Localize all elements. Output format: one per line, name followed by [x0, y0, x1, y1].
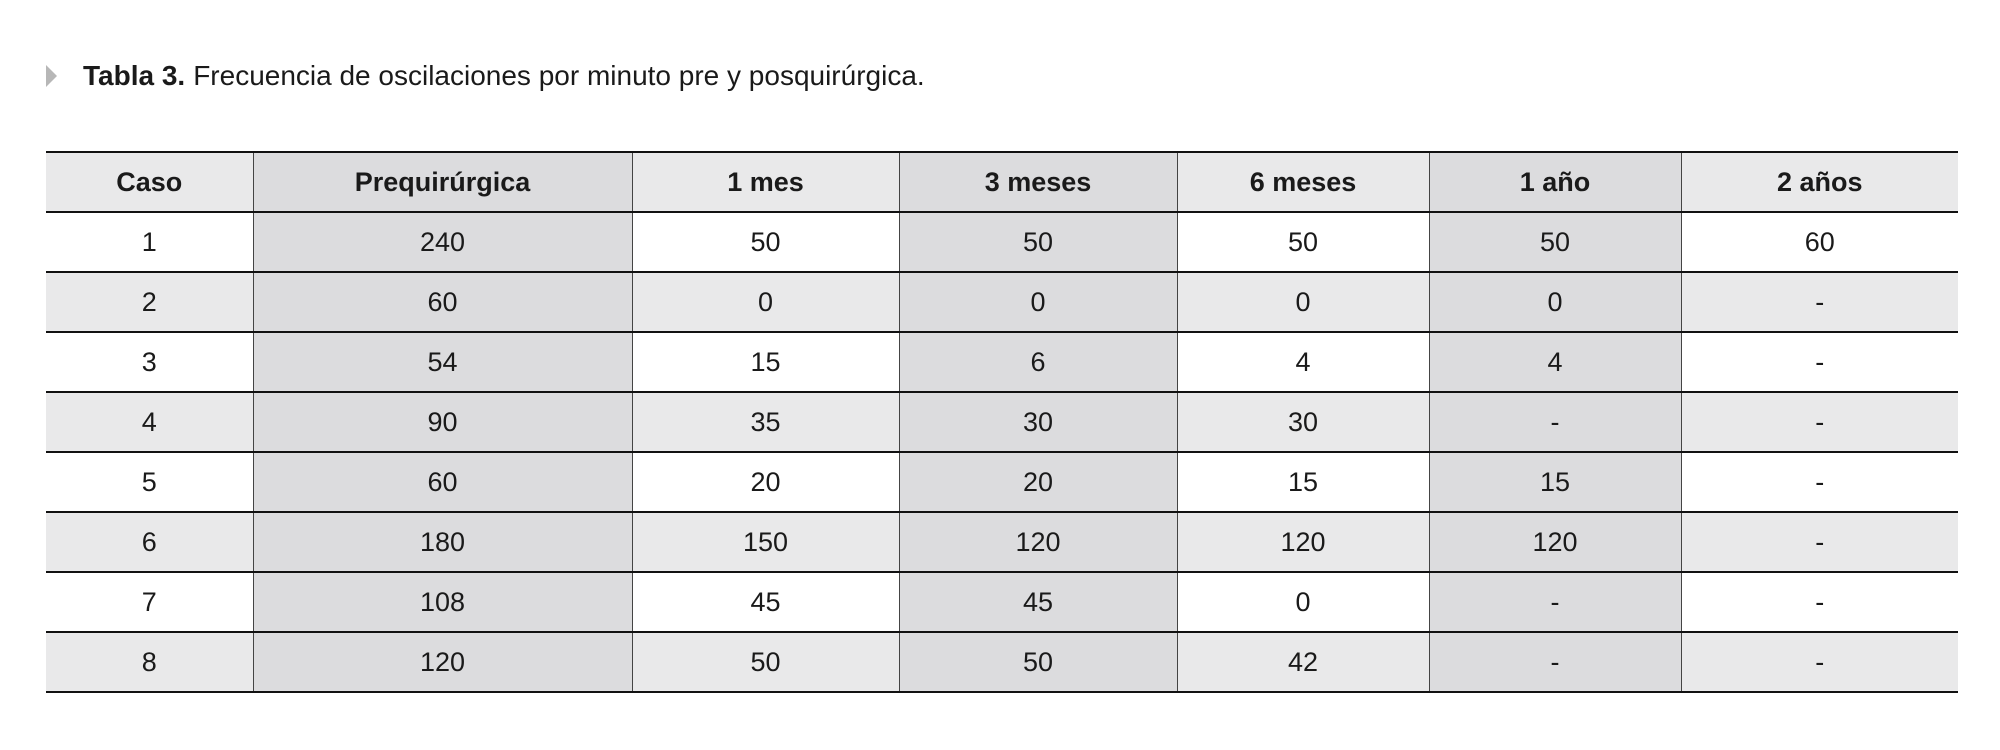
- column-header-6-meses: 6 meses: [1177, 152, 1429, 212]
- column-header-prequirurgica: Prequirúrgica: [253, 152, 632, 212]
- table-cell: 50: [899, 212, 1177, 272]
- table-row: [46, 512, 1958, 572]
- table-cell: 7: [46, 572, 253, 632]
- caption-text: Frecuencia de oscilaciones por minuto pre y posquirúrgica.: [193, 60, 925, 91]
- table-cell: -: [1681, 392, 1958, 452]
- table-row: [46, 272, 1958, 332]
- caption-marker-icon: [46, 65, 57, 87]
- table-cell: 4: [46, 392, 253, 452]
- table-cell: 15: [632, 332, 899, 392]
- column-header-caso: Caso: [46, 152, 253, 212]
- table-cell: -: [1681, 632, 1958, 692]
- column-header-2-anos: 2 años: [1681, 152, 1958, 212]
- table-cell: -: [1681, 332, 1958, 392]
- table-cell: 2: [46, 272, 253, 332]
- table-cell: 1: [46, 212, 253, 272]
- table-cell: 180: [253, 512, 632, 572]
- table-cell: 120: [253, 632, 632, 692]
- table-cell: 6: [899, 332, 1177, 392]
- table-cell: -: [1429, 632, 1681, 692]
- column-header-1-ano: 1 año: [1429, 152, 1681, 212]
- table-cell: 8: [46, 632, 253, 692]
- table-cell: 0: [1177, 572, 1429, 632]
- table-cell: 90: [253, 392, 632, 452]
- table-cell: 20: [632, 452, 899, 512]
- table-cell: 30: [899, 392, 1177, 452]
- table-row: [46, 572, 1958, 632]
- table-cell: 3: [46, 332, 253, 392]
- table-cell: 0: [899, 272, 1177, 332]
- table-cell: -: [1429, 572, 1681, 632]
- table-cell: 50: [632, 632, 899, 692]
- table-cell: -: [1681, 512, 1958, 572]
- table-row: [46, 332, 1958, 392]
- table-cell: 60: [1681, 212, 1958, 272]
- table-cell: 5: [46, 452, 253, 512]
- caption-label: Tabla 3.: [83, 60, 186, 91]
- table-cell: 50: [1177, 212, 1429, 272]
- table-cell: 45: [899, 572, 1177, 632]
- table-cell: 54: [253, 332, 632, 392]
- table-cell: 120: [1429, 512, 1681, 572]
- table-cell: 60: [253, 452, 632, 512]
- table-row: [46, 632, 1958, 692]
- table-caption: [46, 56, 925, 96]
- table-cell: 45: [632, 572, 899, 632]
- table-cell: 6: [46, 512, 253, 572]
- table-cell: 60: [253, 272, 632, 332]
- table-cell: 0: [1429, 272, 1681, 332]
- table-cell: -: [1681, 272, 1958, 332]
- table-cell: -: [1681, 572, 1958, 632]
- table-cell: 15: [1177, 452, 1429, 512]
- table-row: [46, 392, 1958, 452]
- data-table: [46, 151, 1958, 693]
- table-cell: 4: [1177, 332, 1429, 392]
- table-cell: 20: [899, 452, 1177, 512]
- table-body: [46, 212, 1958, 692]
- table-cell: -: [1429, 392, 1681, 452]
- column-header-3-meses: 3 meses: [899, 152, 1177, 212]
- table-cell: 108: [253, 572, 632, 632]
- table-cell: 120: [899, 512, 1177, 572]
- table-cell: 50: [632, 212, 899, 272]
- column-header-1-mes: 1 mes: [632, 152, 899, 212]
- table-cell: 120: [1177, 512, 1429, 572]
- table-cell: 30: [1177, 392, 1429, 452]
- table-row: [46, 452, 1958, 512]
- table-cell: 240: [253, 212, 632, 272]
- table-cell: 15: [1429, 452, 1681, 512]
- table-cell: 50: [899, 632, 1177, 692]
- table-cell: 4: [1429, 332, 1681, 392]
- table-cell: 150: [632, 512, 899, 572]
- table-row: [46, 212, 1958, 272]
- table-cell: 0: [1177, 272, 1429, 332]
- table-cell: -: [1681, 452, 1958, 512]
- table-cell: 0: [632, 272, 899, 332]
- header-row: [46, 152, 1958, 212]
- table-cell: 50: [1429, 212, 1681, 272]
- table-cell: 42: [1177, 632, 1429, 692]
- table-cell: 35: [632, 392, 899, 452]
